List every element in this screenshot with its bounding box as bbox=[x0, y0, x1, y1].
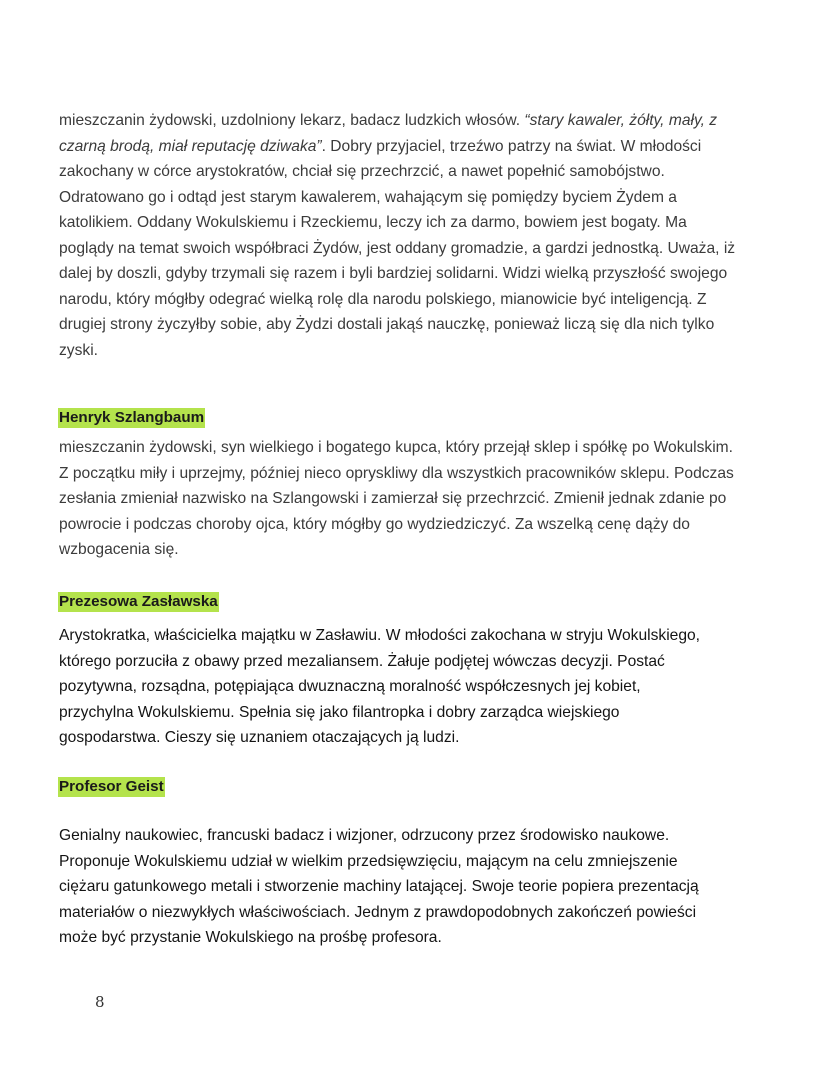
intro-line: mieszczanin żydowski, uzdolniony lekarz, badacz ludzkich włosów. “stary kawaler, żółty, mały, z bbox=[59, 112, 718, 129]
paragraph-line: materiałów o niezwykłych właściwościach. Jednym z prawdopodobnych zakończeń powieści bbox=[59, 903, 697, 921]
paragraph-line: Genialny naukowiec, francuski badacz i wizjoner, odrzucony przez środowisko naukowe. bbox=[59, 827, 670, 844]
intro-line: zakochany w córce arystokratów, chciał się przechrzcić, a nawet popełnić samobójstwo. bbox=[59, 163, 665, 180]
paragraph-line: gospodarstwa. Cieszy się uznaniem otaczających ją ludzi. bbox=[59, 729, 460, 746]
intro-paragraph bbox=[59, 108, 779, 363]
paragraph-line: zesłania zmieniał nazwisko na Szlangowski i zamierzał się przechrzcić. Zmienił jednak zdanie po bbox=[59, 490, 727, 507]
paragraph-line: powrocie i podczas choroby ojca, który mógłby go wydziedziczyć. Za wszelką cenę dąży do bbox=[59, 515, 690, 533]
intro-line: dalej by doszli, gdyby trzymali się razem i byli bardziej solidarni. Widzi wielką przyszłość swojego bbox=[59, 265, 728, 282]
intro-line: poglądy na temat swoich współbraci Żydów, jest oddany gromadzie, a gardzi jednostką. Uważa, iż bbox=[59, 239, 736, 257]
intro-line: narodu, który mógłby odegrać wielką rolę dla narodu polskiego, mianowicie być inteligencją. Z bbox=[59, 290, 707, 308]
intro-line: zyski. bbox=[59, 341, 98, 359]
section-heading-zaslawska: Prezesowa Zasławska bbox=[59, 593, 218, 610]
intro-line: katolikiem. Oddany Wokulskiemu i Rzeckiemu, leczy ich za darmo, bowiem jest bogaty. Ma bbox=[59, 214, 687, 231]
paragraph-line: wzbogacenia się. bbox=[59, 541, 179, 558]
section-paragraph-zaslawska bbox=[59, 623, 779, 751]
paragraph-line: ciężaru gatunkowego metali i stworzenie machiny latającej. Swoje teorie popiera prezentacją bbox=[59, 878, 699, 895]
intro-line: czarną brodą, miał reputację dziwaka”. Dobry przyjaciel, trzeźwo patrzy na świat. W młodości bbox=[59, 137, 702, 155]
paragraph-line: Z początku miły i uprzejmy, później nieco opryskliwy dla wszystkich pracowników sklepu. Podczas bbox=[59, 464, 734, 482]
paragraph-line: którego porzuciła z obawy przed mezaliansem. Żałuje podjętej wówczas decyzji. Postać bbox=[59, 652, 665, 670]
intro-line: Odratowano go i odtąd jest starym kawalerem, wahającym się pomiędzy byciem Żydem a bbox=[59, 188, 677, 206]
page-number: 8 bbox=[95, 993, 105, 1011]
paragraph-line: pozytywna, rozsądna, potępiająca dwuznaczną moralność współczesnych jej kobiet, bbox=[59, 678, 641, 695]
section-paragraph-szlangbaum bbox=[59, 435, 779, 563]
paragraph-line: przychylna Wokulskiemu. Spełnia się jako filantropka i dobry zarządca wiejskiego bbox=[59, 703, 620, 721]
paragraph-line: Proponuje Wokulskiemu udział w wielkim przedsięwzięciu, mającym na celu zmniejszenie bbox=[59, 852, 678, 870]
section-heading-geist: Profesor Geist bbox=[59, 778, 164, 795]
section-heading-szlangbaum: Henryk Szlangbaum bbox=[59, 409, 205, 426]
section-paragraph-geist bbox=[59, 823, 779, 951]
paragraph-line: Arystokratka, właścicielka majątku w Zasławiu. W młodości zakochana w stryju Wokulskiego, bbox=[59, 627, 701, 644]
intro-line: drugiej strony życzyłby sobie, aby Żydzi dostali jakąś nauczkę, ponieważ liczą się dla nich tylko bbox=[59, 316, 715, 333]
paragraph-line: mieszczanin żydowski, syn wielkiego i bogatego kupca, który przejął sklep i spółkę po Wokulskim. bbox=[59, 439, 734, 456]
paragraph-line: może być przystanie Wokulskiego na prośbę profesora. bbox=[59, 929, 442, 946]
